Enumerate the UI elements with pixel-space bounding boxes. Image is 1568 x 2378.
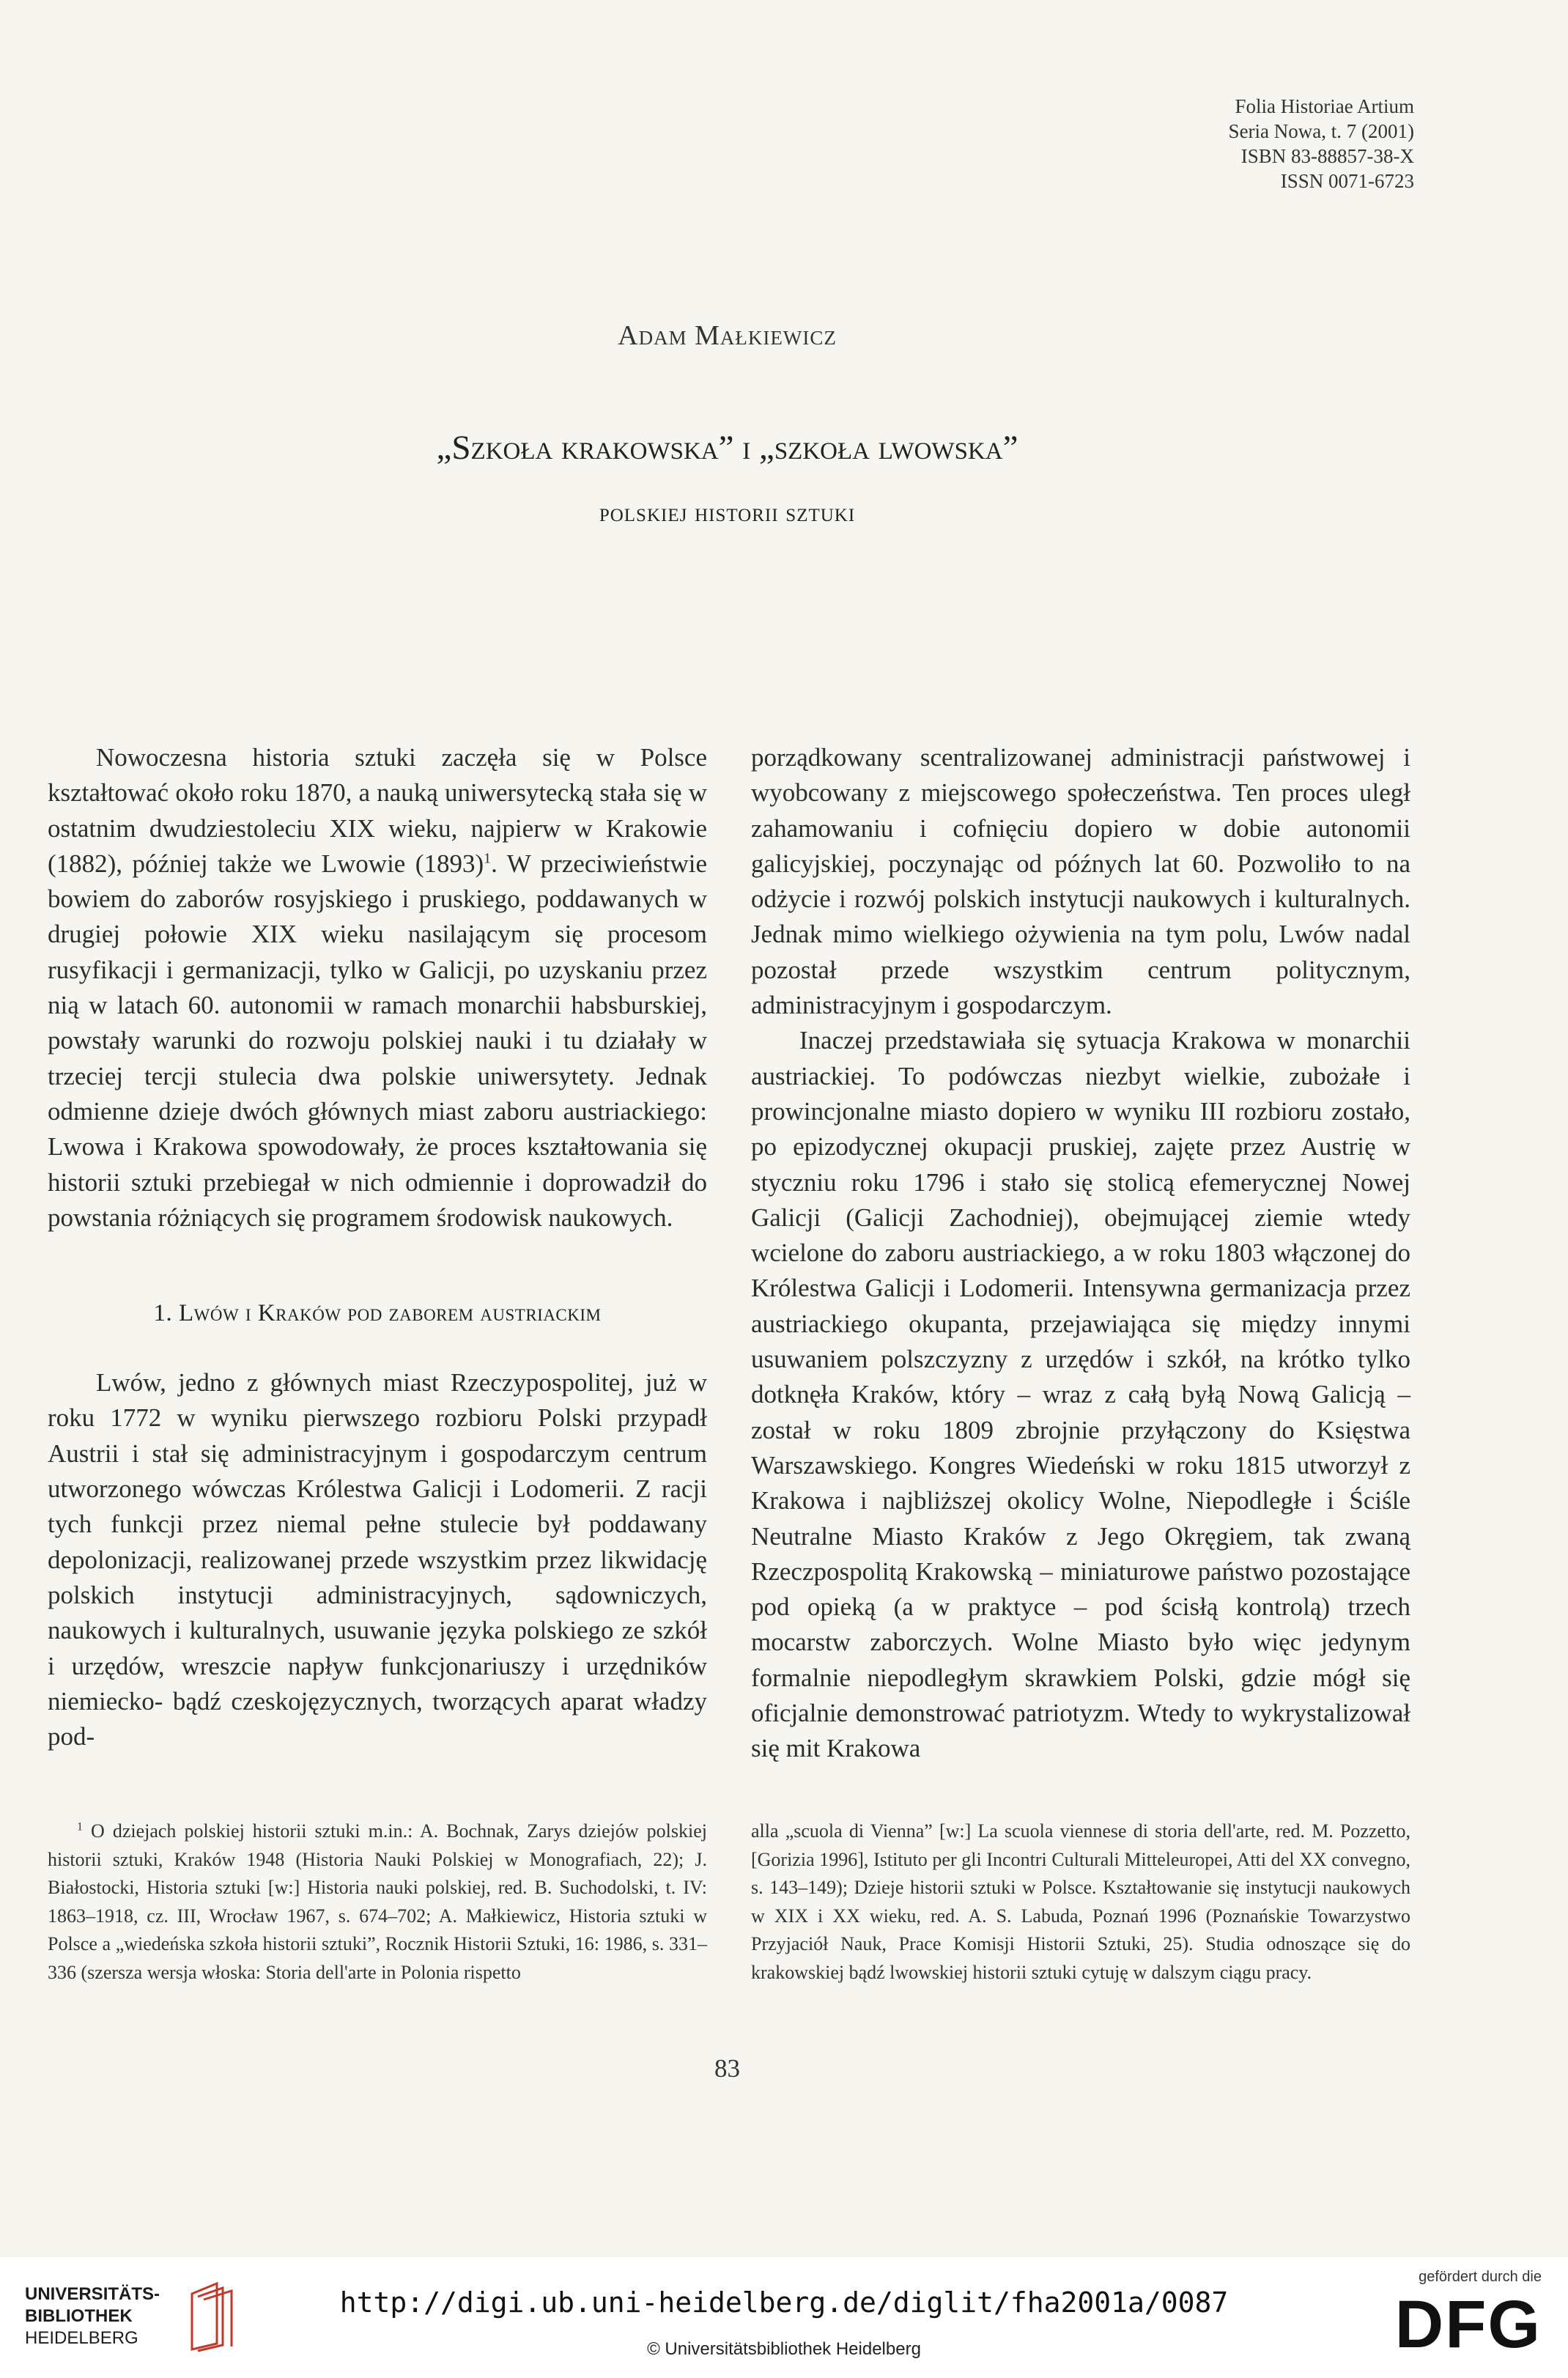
funding-note: gefördert durch die (1419, 2269, 1542, 2285)
body-paragraph: Lwów, jedno z głównych miast Rzeczypospolitej, już w roku 1772 w wyniku pierwszego rozbioru Polski przypadł Austrii i stał się administracyjnym i gospodarczym centrum utworzonego wówczas Królestwa Galicji i Lodomerii. Z racji tych funkcji przez niemal pełne stulecie był poddawany depolonizacji, realizowanej przede wszystkim przez likwidację polskich instytucji administracyjnych, sądowniczych, naukowych i kulturalnych, usuwanie języka polskiego ze szkół i urzędów, wreszcie napływ funkcjonariuszy i urzędników niemiecko- bądź czeskojęzycznych, tworzących aparat władzy pod- (48, 1368, 707, 1751)
copyright-notice: © Universitätsbibliothek Heidelberg (647, 2339, 921, 2359)
intro-paragraph: Nowoczesna historia sztuki zaczęła się w Polsce kształtować około roku 1870, a nauką uniwersytecką stała się w ostatnim dwudziestoleciu XIX wieku, najpierw w Krakowie (1882), później także we Lwowie $(1893)^1$. W przeciwieństwie bowiem do zaborów rosyjskiego i pruskiego, poddawanych w drugiej połowie XIX wieku nasilającym się procesom rusyfikacji i germanizacji, tylko w Galicji, po uzyskaniu przez nią w latach 60. autonomii w ramach monarchii habsburskiej, powstały warunki do rozwoju polskiej nauki i tu działały w trzeciej tercji stulecia dwa polskie uniwersytety. Jednak odmienne dzieje dwóch głównych miast zaboru austriackiego: Lwowa i Krakowa spowodowały, że proces kształtowania się historii sztuki przebiegał w nich odmiennie i doprowadził do powstania różniących się programem środowisk naukowych. (48, 743, 708, 1232)
journal-issn: ISSN 0071-6723 (1280, 170, 1414, 192)
journal-info (1229, 94, 1414, 193)
library-name-line1: UNIVERSITÄTS- (25, 2284, 160, 2304)
body-paragraph: porządkowany scentralizowanej administracji państwowej i wyobcowany z miejscowego społeczeństwa. Ten proces uległ zahamowaniu i cofnięciu dopiero w dobie autonomii galicyjskiej, poczynając od późnych lat 60. Pozwoliło to na odżycie i rozwój polskich instytucji naukowych i kulturalnych. Jednak mimo wielkiego ożywienia na tym polu, Lwów nadal pozostał przede wszystkim centrum politycznym, administracyjnym i gospodarczym. (751, 743, 1410, 1020)
footnote-text: $^1$ O dziejach polskiej historii sztuki m.in.: A. Bochnak, Zarys dziejów polskiej historii sztuki, Kraków 1948 (Historia Nauki Polskiej w Monografiach, 22); J. Białostocki, Historia sztuki [w:] Historia nauki polskiej, red. B. Suchodolski, t. IV: 1863–1918, cz. III, Wrocław 1967, s. 674–702; A. Małkiewicz, Historia sztuki w Polsce a „wiedeńska szkoła historii sztuki”, Rocznik Historii Sztuki, 16: 1986, s. 331–336 (szersza wersja włoska: Storia dell'arte in Polonia rispetto (48, 1820, 707, 1983)
library-city: HEIDELBERG (25, 2328, 138, 2348)
body-paragraph: Inaczej przedstawiała się sytuacja Krakowa w monarchii austriackiej. To podówczas niezbyt wielkie, zubożałe i prowincjonalne miasto dopiero w wyniku III rozbioru zostało, po epizodycznej okupacji pruskiej, zajęte przez Austrię w styczniu roku 1796 i stało się stolicą efemerycznej Nowej Galicji (Galicji Zachodniej), obejmującej ziemie wtedy wcielone do zaboru austriackiego, a w roku 1803 włączonej do Królestwa Galicji i Lodomerii. Intensywna germanizacja przez austriackiego okupanta, przejawiająca się między innymi usuwaniem polszczyzny z urzędów i szkół, na krótko tylko dotknęła Kraków, który – wraz z całą byłą Nową Galicją – został w roku 1809 zbrojnie przyłączony do Księstwa Warszawskiego. Kongres Wiedeński w roku 1815 utworzył z Krakowa i najbliższej okolicy Wolne, Niepodległe i Ściśle Neutralne Miasto Kraków z Jego Okręgiem, tak zwaną Rzeczpospolitą Krakowską – miniaturowe państwo pozostające pod opieką (a w praktyce – pod ścisłą kontrolą) trzech mocarstw zaborczych. Wolne Miasto było więc jedynym formalnie niepodległym skrawkiem Polski, gdzie mógł się oficjalnie demonstrować patriotyzm. Wtedy to wykrystalizował się mit Krakowa (751, 1026, 1410, 1763)
library-name-line2: BIBLIOTHEK (25, 2306, 133, 2326)
footnote-continuation: alla „scuola di Vienna” [w:] La scuola viennese di storia dell'arte, red. M. Pozzetto, [Gorizia 1996], Istituto per gli Incontri Culturali Mitteleuropei, Atti del XX convegno, s. 143–149); Dzieje historii sztuki w Polsce. Kształtowanie się instytucji naukowych w XIX i XX wieku, red. A. S. Labuda, Poznań 1996 (Poznańskie Towarzystwo Przyjaciół Nauk, Prace Komisji Historii Sztuki, 25). Studia odnoszące się do krakowskiej bądź lwowskiej historii sztuki cytuję w dalszym ciągu pracy. (751, 1820, 1410, 1983)
journal-series: Seria Nowa, t. 7 (2001) (1228, 120, 1414, 142)
footnote-left (48, 1817, 707, 1987)
page-number: 83 (714, 2054, 740, 2083)
article-subtitle: polskiej historii sztuki (599, 498, 856, 527)
footnote-ref[interactable]: 1 (484, 850, 492, 867)
article-author: Adam Małkiewicz (618, 320, 837, 351)
footnote-right (751, 1817, 1410, 1987)
permalink-url[interactable]: http://digi.ub.uni-heidelberg.de/diglit/fha2001a/0087 (339, 2286, 1229, 2319)
footnote-number: 1 (77, 1820, 83, 1834)
journal-isbn: ISBN 83-88857-38-X (1240, 145, 1414, 167)
left-column (48, 740, 707, 1754)
digitization-footer (0, 2257, 1568, 2378)
journal-title: Folia Historiae Artium (1235, 95, 1414, 117)
right-column (751, 740, 1410, 1767)
section-heading: 1. Lwów i Kraków pod zaborem austriackim (153, 1300, 602, 1327)
dfg-logo[interactable]: DFG (1394, 2287, 1542, 2362)
article-title: „Szkoła krakowska” i „szkoła lwowska” (436, 429, 1018, 467)
